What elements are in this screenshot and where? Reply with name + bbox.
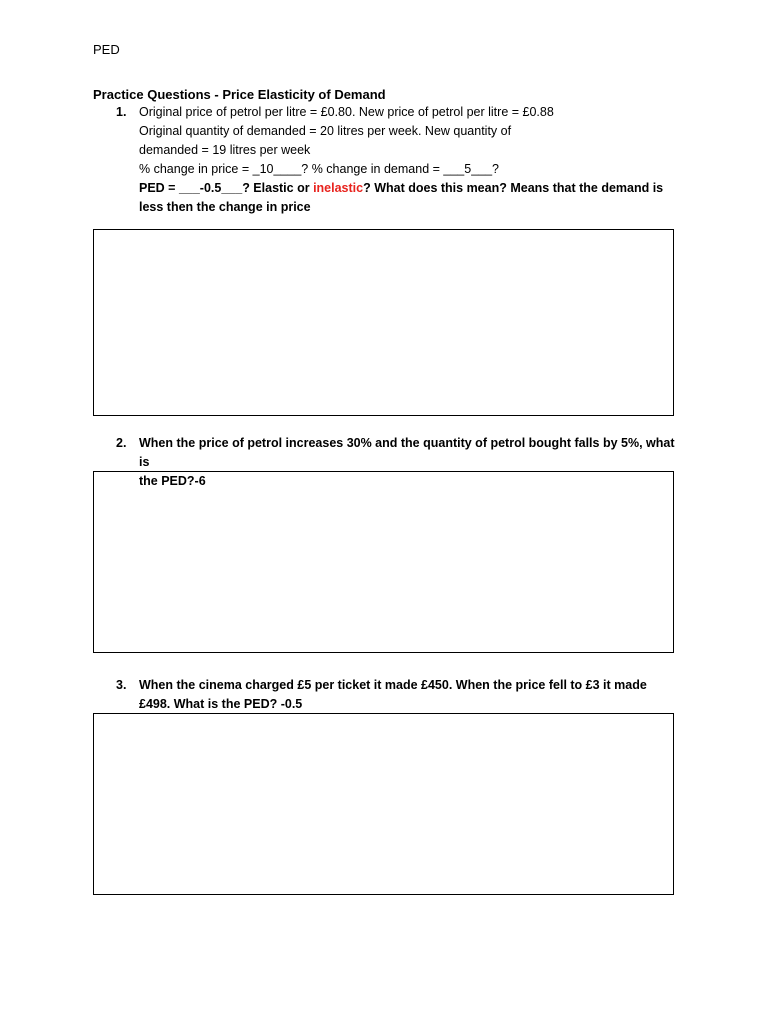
q3-line-1: When the cinema charged £5 per ticket it made £450. When the price fell to £3 it made bbox=[139, 678, 647, 692]
answer-box-2[interactable] bbox=[93, 471, 674, 653]
q2-line-1: When the price of petrol increases 30% and the quantity of petrol bought falls by 5%, what is bbox=[139, 436, 675, 469]
page-header: PED bbox=[93, 42, 120, 57]
inelastic-highlight: inelastic bbox=[313, 181, 364, 195]
answer-box-1[interactable] bbox=[93, 229, 674, 416]
q1-line-6: less then the change in price bbox=[139, 200, 311, 214]
question-1 bbox=[116, 103, 676, 217]
question-number: 3. bbox=[116, 678, 127, 692]
q2-line-2: the PED?-6 bbox=[139, 474, 206, 488]
question-number: 1. bbox=[116, 105, 127, 119]
q1-line-5-start: PED = ___-0.5___? Elastic or bbox=[139, 181, 314, 195]
q3-line-2: £498. What is the PED? -0.5 bbox=[139, 697, 303, 711]
question-number: 2. bbox=[116, 436, 127, 450]
q1-line-5 bbox=[139, 179, 676, 198]
question-3 bbox=[116, 676, 676, 714]
q1-line-1: Original price of petrol per litre = £0.80. New price of petrol per litre = £0.88 bbox=[139, 105, 554, 119]
answer-box-3[interactable] bbox=[93, 713, 674, 895]
q1-line-3: demanded = 19 litres per week bbox=[139, 143, 311, 157]
q1-line-4: % change in price = _10____? % change in demand = ___5___? bbox=[139, 162, 500, 176]
q1-line-5-end: ? What does this mean? Means that the demand is bbox=[363, 181, 664, 195]
page-title: Practice Questions - Price Elasticity of Demand bbox=[93, 87, 386, 102]
q1-line-2: Original quantity of demanded = 20 litres per week. New quantity of bbox=[139, 124, 512, 138]
